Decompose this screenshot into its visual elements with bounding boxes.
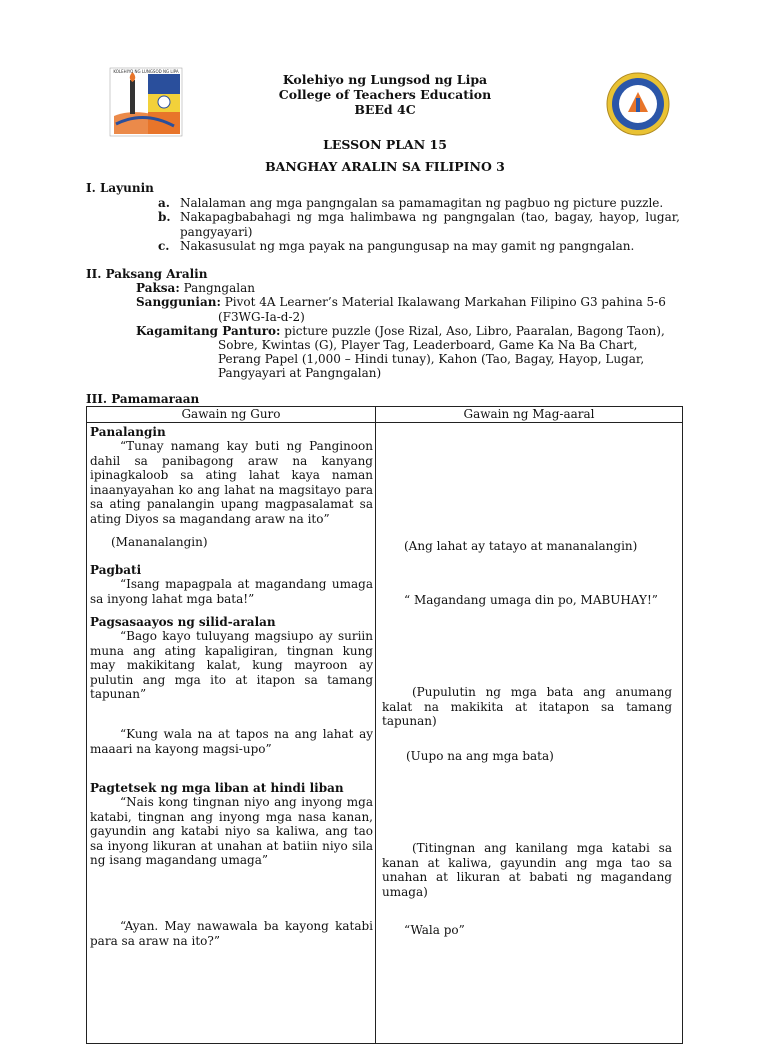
wala-po-text: “Wala po” [404, 923, 465, 937]
pagtetsek-text: “Nais kong tingnan niyo ang inyong mga katabi, tingnan ang inyong mga nasa kanan, gayundin ang katabi niyo sa kaliwa, ang tao sa inyong likuran at unahan at batiin niyo sila ng isang magandang umaga” [90, 795, 373, 867]
lesson-plan-title: LESSON PLAN 15 [323, 137, 447, 152]
uupo-text: (Uupo na ang mga bata) [406, 749, 554, 763]
pagsasaayos-text: “Bago kayo tuluyang magsiupo ay suriin muna ang ating kapaligiran, tingnan kung may makikitang kalat, kung mayroon ay pulutin ang mga ito at itapon sa tamang tapunan” [90, 629, 373, 701]
kagamitan-line-3: Perang Papel (1,000 – Hindi tunay), Kahon (Tao, Bagay, Hayop, Lugar, [218, 352, 645, 366]
tatayo-text: (Ang lahat ay tatayo at mananalangin) [404, 539, 638, 553]
college-name: College of Teachers Education [278, 87, 492, 102]
left-logo-text: KOLEHIYO NG LUNGSOD NG LIPA [113, 69, 179, 74]
school-header [220, 72, 550, 117]
college-seal-right [606, 72, 670, 136]
magaaral-cell [376, 423, 683, 1044]
ayan-text: “Ayan. May nawawala ba kayong katabi para sa araw na ito?” [90, 919, 373, 948]
paksa-value: Pangngalan [179, 281, 255, 295]
mananalangin-text: (Mananalangin) [111, 535, 208, 549]
pagbati-text: “Isang mapagpala at magandang umaga sa inyong lahat mga bata!” [90, 577, 373, 606]
mabuhay-text: “ Magandang umaga din po, MABUHAY!” [404, 593, 658, 607]
sanggunian-code: (F3WG-Ia-d-2) [218, 310, 305, 324]
lesson-table [86, 406, 683, 1044]
college-logo-left [108, 66, 184, 138]
sanggunian-value: Pivot 4A Learner’s Material Ikalawang Markahan Filipino G3 pahina 5-6 [220, 295, 666, 309]
pamamaraan-heading: III. Pamamaraan [86, 392, 200, 406]
paksa-line [136, 281, 255, 296]
banghay-title: BANGHAY ARALIN SA FILIPINO 3 [265, 159, 505, 174]
kagamitan-line [136, 324, 665, 339]
guro-cell [87, 423, 376, 1044]
item-text: Nalalaman ang mga pangngalan sa pamamagitan ng pagbuo ng picture puzzle. [180, 196, 664, 210]
table-row [87, 423, 683, 1044]
sanggunian-label: Sanggunian: [136, 295, 221, 309]
paksang-aralin-heading: II. Paksang Aralin [86, 267, 208, 281]
item-text: Nakapagbabahagi ng mga halimbawa ng pangngalan (tao, bagay, hayop, lugar, pangyayari) [180, 210, 680, 239]
kagamitan-label: Kagamitang Panturo: [136, 324, 281, 338]
item-letter: c. [158, 239, 170, 253]
kagamitan-line-4: Pangyayari at Pangngalan) [218, 366, 382, 380]
pagbati-heading: Pagbati [90, 563, 142, 577]
panalangin-text: “Tunay namang kay buti ng Panginoon dahil sa panibagong araw na kanyang ipinagkaloob sa ating lahat kaya naman inaanyayahan ko ang lahat na magsitayo para sa ating panalangin upang magpasalamat sa ating Diyos sa magandang araw na ito” [90, 439, 373, 526]
table-header-row [87, 407, 683, 423]
item-text: Nakasusulat ng mga payak na pangungusap na may gamit ng pangngalan. [180, 239, 635, 253]
pagsasaayos-heading: Pagsasaayos ng silid-aralan [90, 615, 276, 629]
kagamitan-value: picture puzzle (Jose Rizal, Aso, Libro, Paaralan, Bagong Taon), [280, 324, 665, 338]
col-header-guro: Gawain ng Guro [87, 407, 376, 423]
school-name: Kolehiyo ng Lungsod ng Lipa [282, 72, 488, 87]
paksa-label: Paksa: [136, 281, 180, 295]
kung-wala-text: “Kung wala na at tapos na ang lahat ay maaari na kayong magsi-upo” [90, 727, 373, 756]
item-letter: b. [158, 210, 171, 224]
col-header-magaaral: Gawain ng Mag-aaral [376, 407, 683, 423]
section-name: BEEd 4C [354, 102, 416, 117]
pagtetsek-heading: Pagtetsek ng mga liban at hindi liban [90, 781, 344, 795]
panalangin-heading: Panalangin [90, 425, 166, 439]
pupulutin-text: (Pupulutin ng mga bata ang anumang kalat na makikita at itatapon sa tamang tapunan) [382, 685, 672, 728]
kagamitan-line-2: Sobre, Kwintas (G), Player Tag, Leaderboard, Game Ka Na Ba Chart, [218, 338, 638, 352]
layunin-heading: I. Layunin [86, 181, 154, 195]
sanggunian-line [136, 295, 666, 310]
titingnan-text: (Titingnan ang kanilang mga katabi sa kanan at kaliwa, gayundin ang mga tao sa unahan at likuran at babati ng magandang umaga) [382, 841, 672, 899]
item-letter: a. [158, 196, 170, 210]
